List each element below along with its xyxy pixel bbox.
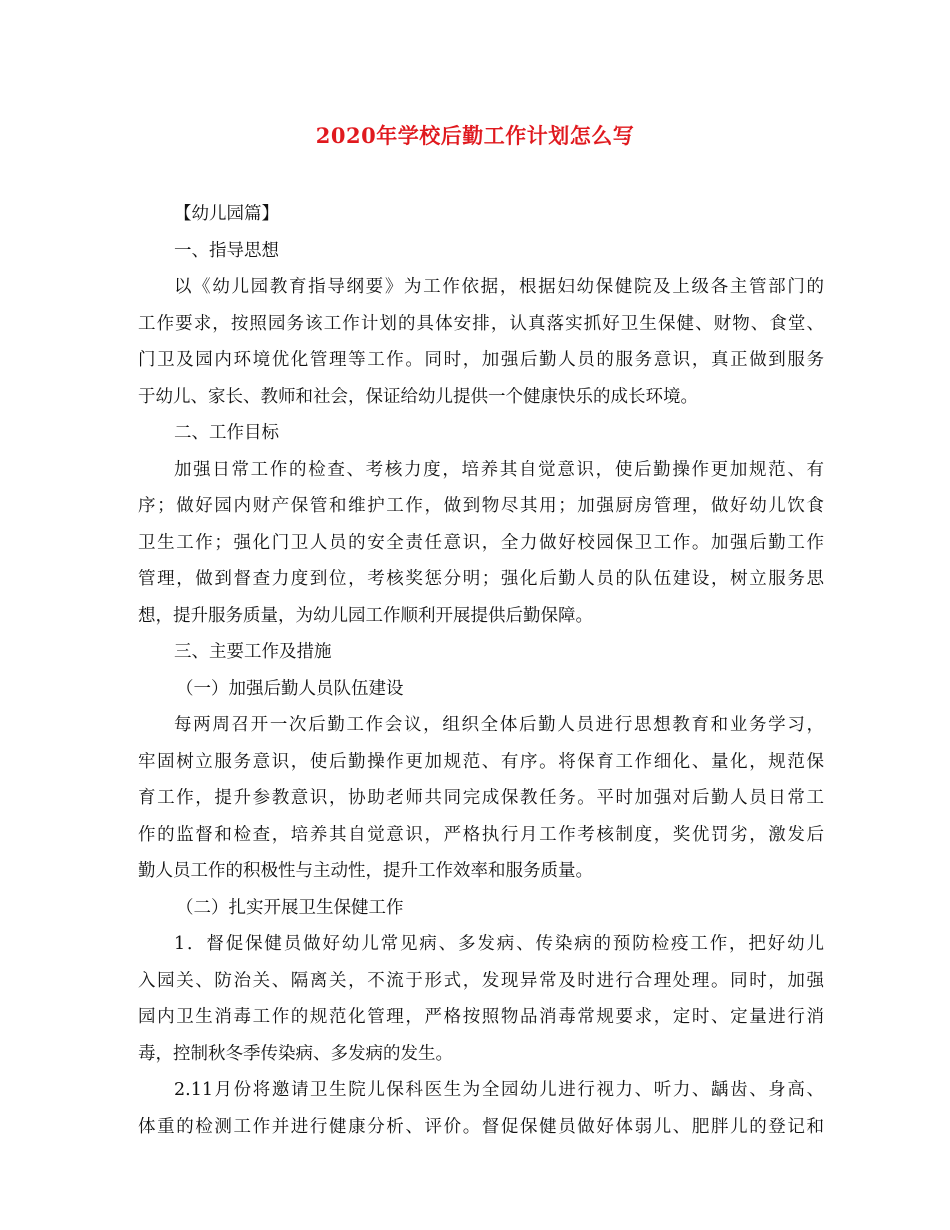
paragraph-line: 育工作，提升参教意识，协助老师共同完成保教任务。平时加强对后勤人员日常工 (138, 788, 824, 808)
paragraph-line: 想，提升服务质量，为幼儿园工作顺利开展提供后勤保障。 (138, 605, 593, 626)
paragraph-line: 三、主要工作及措施 (174, 642, 332, 662)
paragraph-line: 卫生工作；强化门卫人员的安全责任意识，全力做好校园保卫工作。加强后勤工作 (138, 532, 824, 553)
paragraph-line: 管理，做到督查力度到位，考核奖惩分明；强化后勤人员的队伍建设，树立服务思 (138, 569, 824, 589)
document-title: 2020年学校后勤工作计划怎么写 (315, 123, 635, 148)
paragraph-line: 体重的检测工作并进行健康分析、评价。督促保健员做好体弱儿、肥胖儿的登记和 (138, 1116, 824, 1137)
paragraph-line: （二）扎实开展卫生保健工作 (176, 897, 404, 918)
paragraph-line: 序；做好园内财产保管和维护工作，做到物尽其用；加强厨房管理，做好幼儿饮食 (138, 496, 824, 516)
paragraph-line: 于幼儿、家长、教师和社会，保证给幼儿提供一个健康快乐的成长环境。 (138, 386, 698, 407)
paragraph-line: 作的监督和检查，培养其自觉意识，严格执行月工作考核制度，奖优罚劣，激发后 (138, 824, 824, 845)
paragraph-line: 加强日常工作的检查、考核力度，培养其自觉意识，使后勤操作更加规范、有 (174, 459, 824, 480)
paragraph-line: 勤人员工作的积极性与主动性，提升工作效率和服务质量。 (138, 861, 593, 881)
paragraph-line: 毒，控制秋冬季传染病、多发病的发生。 (138, 1043, 453, 1064)
paragraph-line: 每两周召开一次后勤工作会议，组织全体后勤人员进行思想教育和业务学习， (174, 715, 824, 735)
paragraph-line: 牢固树立服务意识，使后勤操作更加规范、有序。将保育工作细化、量化，规范保 (138, 751, 824, 772)
paragraph-line: （一）加强后勤人员队伍建设 (176, 678, 404, 699)
paragraph-line: 园内卫生消毒工作的规范化管理，严格按照物品消毒常规要求，定时、定量进行消 (138, 1007, 824, 1027)
paragraph-line: 工作要求，按照园务该工作计划的具体安排，认真落实抓好卫生保健、财物、食堂、 (138, 313, 824, 334)
paragraph-line: 一、指导思想 (174, 240, 279, 261)
paragraph-line: 以《幼儿园教育指导纲要》为工作依据，根据妇幼保健院及上级各主管部门的 (174, 277, 824, 297)
document-body (138, 196, 824, 1145)
paragraph-line: 门卫及园内环境优化管理等工作。同时，加强后勤人员的服务意识，真正做到服务 (138, 350, 824, 370)
paragraph-line: 二、工作目标 (174, 423, 279, 443)
paragraph-line: 入园关、防治关、隔离关，不流于形式，发现异常及时进行合理处理。同时，加强 (138, 970, 824, 991)
paragraph-line: 1．督促保健员做好幼儿常见病、多发病、传染病的预防检疫工作，把好幼儿 (174, 934, 824, 954)
paragraph-line: 2.11月份将邀请卫生院儿保科医生为全园幼儿进行视力、听力、龋齿、身高、 (174, 1080, 824, 1100)
paragraph-line: 【幼儿园篇】 (174, 204, 279, 224)
